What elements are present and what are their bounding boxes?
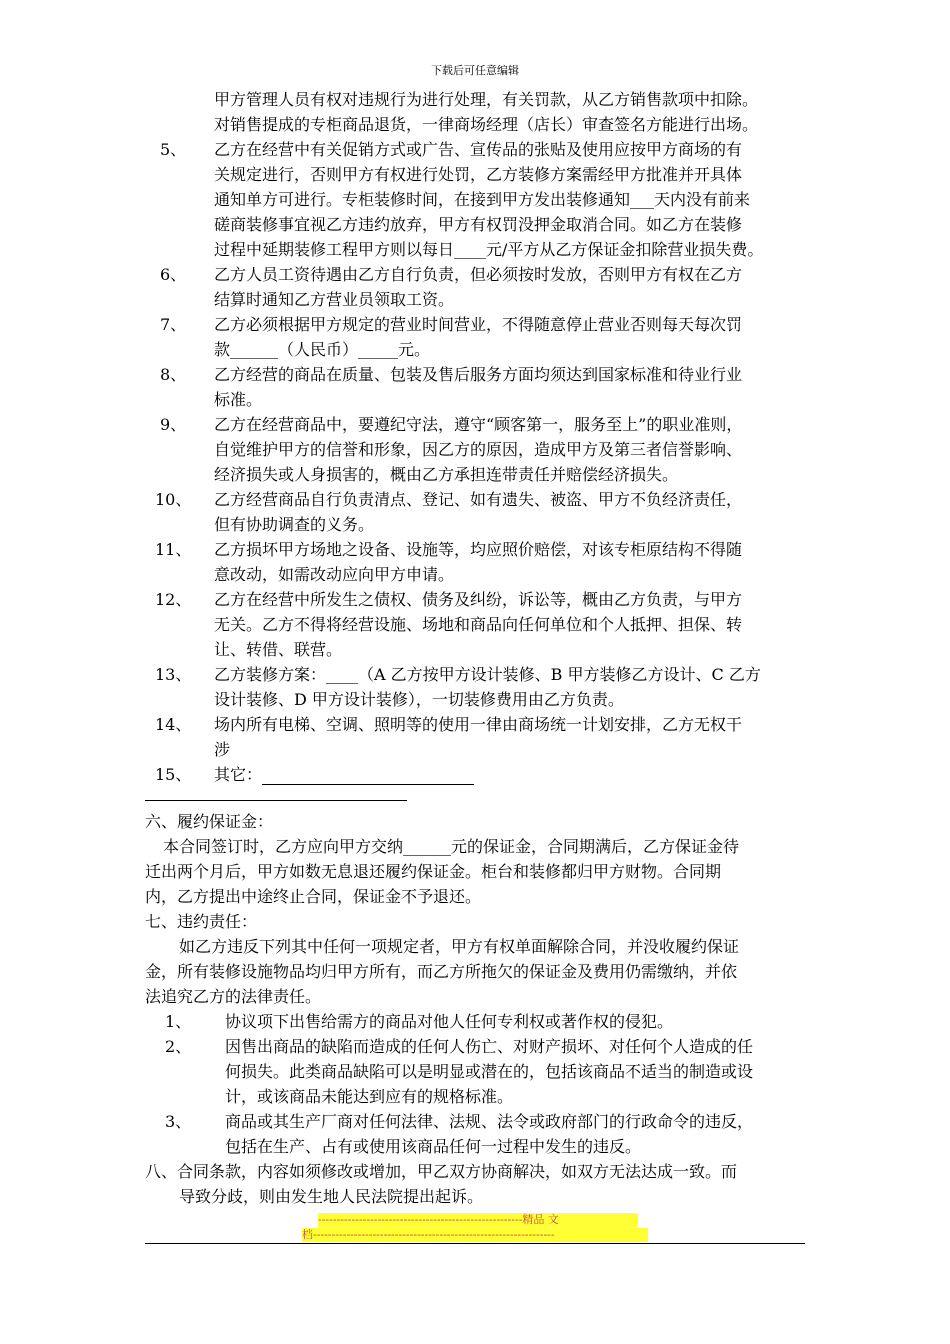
text-line: 乙方在经营商品中，要遵纪守法，遵守“顾客第一，服务至上”的职业准则， xyxy=(214,415,743,434)
item-number: 9、 xyxy=(160,415,187,434)
text-line: 协议项下出售给需方的商品对他人任何专利权或著作权的侵犯。 xyxy=(225,1012,674,1031)
text-line: 自觉维护甲方的信誉和形象，因乙方的原因，造成甲方及第三者信誉影响、 xyxy=(214,440,743,459)
item-number: 11、 xyxy=(155,540,192,559)
text-line: 乙方必须根据甲方规定的营业时间营业，不得随意停止营业否则每天每次罚 xyxy=(214,315,743,334)
item-number: 7、 xyxy=(160,315,187,334)
text-line: 甲方管理人员有权对违规行为进行处理，有关罚款，从乙方销售款项中扣除。 xyxy=(214,90,759,109)
item-number: 2、 xyxy=(165,1037,192,1056)
text-line: 场内所有电梯、空调、照明等的使用一律由商场统一计划安排，乙方无权干 xyxy=(214,715,743,734)
text-line: 金，所有装修设施物品均归甲方所有，而乙方所拖欠的保证金及费用仍需缴纳，并依 xyxy=(145,962,738,981)
text-line: 乙方经营的商品在质量、包装及售后服务方面均须达到国家标准和待业行业 xyxy=(214,365,743,384)
footer-watermark-line-2: 档----------------------------------------------------------------- xyxy=(302,1228,648,1242)
text-line: 让、转借、联营。 xyxy=(214,640,343,659)
page-header: 下载后可任意编辑 xyxy=(431,64,519,77)
text-line: 对销售提成的专柜商品退货，一律商场经理（店长）审查签名方能进行出场。 xyxy=(214,115,759,134)
item-number: 3、 xyxy=(165,1112,192,1131)
text-line: 无关。乙方不得将经营设施、场地和商品向任何单位和个人抵押、担保、转 xyxy=(214,615,743,634)
text-line: 款______（人民币）_____元。 xyxy=(214,340,431,359)
text-line: 经济损失或人身损害的，概由乙方承担连带责任并赔偿经济损失。 xyxy=(214,465,679,484)
item-number: 6、 xyxy=(160,265,187,284)
text-line: 乙方经营商品自行负责清点、登记、如有遗失、被盗、甲方不负经济责任， xyxy=(214,490,743,509)
divider xyxy=(145,800,407,801)
item-number: 12、 xyxy=(155,590,192,609)
text-line: 意改动，如需改动应向甲方申请。 xyxy=(214,565,455,584)
text-line: 结算时通知乙方营业员领取工资。 xyxy=(214,290,455,309)
text-line: 设计装修、D 甲方设计装修），一切装修费用由乙方负责。 xyxy=(214,690,624,709)
text-line: 因售出商品的缺陷而造成的任何人伤亡、对财产损坏、对任何个人造成的任 xyxy=(225,1037,754,1056)
text-line: 何损失。此类商品缺陷可以是明显或潜在的，包括该商品不适当的制造或设 xyxy=(225,1062,754,1081)
section-heading: 六、履约保证金： xyxy=(145,812,274,831)
text-line: 本合同签订时，乙方应向甲方交纳______元的保证金，合同期满后，乙方保证金待 xyxy=(163,837,740,856)
item-number: 14、 xyxy=(155,715,192,734)
item-number: 8、 xyxy=(160,365,187,384)
footer-rule xyxy=(145,1243,805,1244)
text-line: 乙方损坏甲方场地之设备、设施等，均应照价赔偿，对该专柜原结构不得随 xyxy=(214,540,743,559)
text-line: 乙方人员工资待遇由乙方自行负责，但必须按时发放，否则甲方有权在乙方 xyxy=(214,265,743,284)
text-line: 商品或其生产厂商对任何法律、法规、法令或政府部门的行政命令的违反， xyxy=(225,1112,754,1131)
text-line xyxy=(214,765,474,785)
item-number: 13、 xyxy=(155,665,192,684)
text-line: 通知单方可进行。专柜装修时间，在接到甲方发出装修通知___天内没有前来 xyxy=(214,190,751,209)
item-number: 10、 xyxy=(155,490,192,509)
text-line: 乙方在经营中所发生之债权、债务及纠纷，诉讼等，概由乙方负责，与甲方 xyxy=(214,590,743,609)
text-line: 包括在生产、占有或使用该商品任何一过程中发生的违反。 xyxy=(225,1137,642,1156)
text-line: 乙方装修方案：____（A 乙方按甲方设计装修、B 甲方装修乙方设计、C 乙方 xyxy=(214,665,761,684)
text-line: 但有协助调查的义务。 xyxy=(214,515,375,534)
item-number: 15、 xyxy=(155,765,192,784)
text-line: 标准。 xyxy=(214,390,263,409)
item-number: 5、 xyxy=(160,140,187,159)
footer-watermark-line-1: -------------------------------------------------------精品 文 xyxy=(318,1213,638,1227)
text-line: 关规定进行，否则甲方有权进行处罚，乙方装修方案需经甲方批准并开具体 xyxy=(214,165,743,184)
section-heading: 八、合同条款，内容如须修改或增加，甲乙双方协商解决，如双方无法达成一致。而 xyxy=(145,1162,738,1181)
other-label: 其它： xyxy=(214,765,263,784)
text-line: 导致分歧，则由发生地人民法院提出起诉。 xyxy=(179,1187,484,1206)
section-heading: 七、违约责任： xyxy=(145,912,258,931)
text-line: 如乙方违反下列其中任何一项规定者，甲方有权单面解除合同，并没收履约保证 xyxy=(179,937,740,956)
text-line: 磋商装修事宜视乙方违约放弃，甲方有权罚没押金取消合同。如乙方在装修 xyxy=(214,215,743,234)
text-line: 涉 xyxy=(214,740,231,759)
other-blank xyxy=(262,767,474,785)
item-number: 1、 xyxy=(165,1012,192,1031)
text-line: 法追究乙方的法律责任。 xyxy=(145,987,322,1006)
text-line: 乙方在经营中有关促销方式或广告、宣传品的张贴及使用应按甲方商场的有 xyxy=(214,140,743,159)
text-line: 内，乙方提出中途终止合同，保证金不予退还。 xyxy=(145,887,482,906)
text-line: 计，或该商品未能达到应有的规格标准。 xyxy=(225,1087,514,1106)
text-line: 迁出两个月后，甲方如数无息退还履约保证金。柜台和装修都归甲方财物。合同期 xyxy=(145,862,722,881)
text-line: 过程中延期装修工程甲方则以每日____元/平方从乙方保证金扣除营业损失费。 xyxy=(214,240,764,259)
